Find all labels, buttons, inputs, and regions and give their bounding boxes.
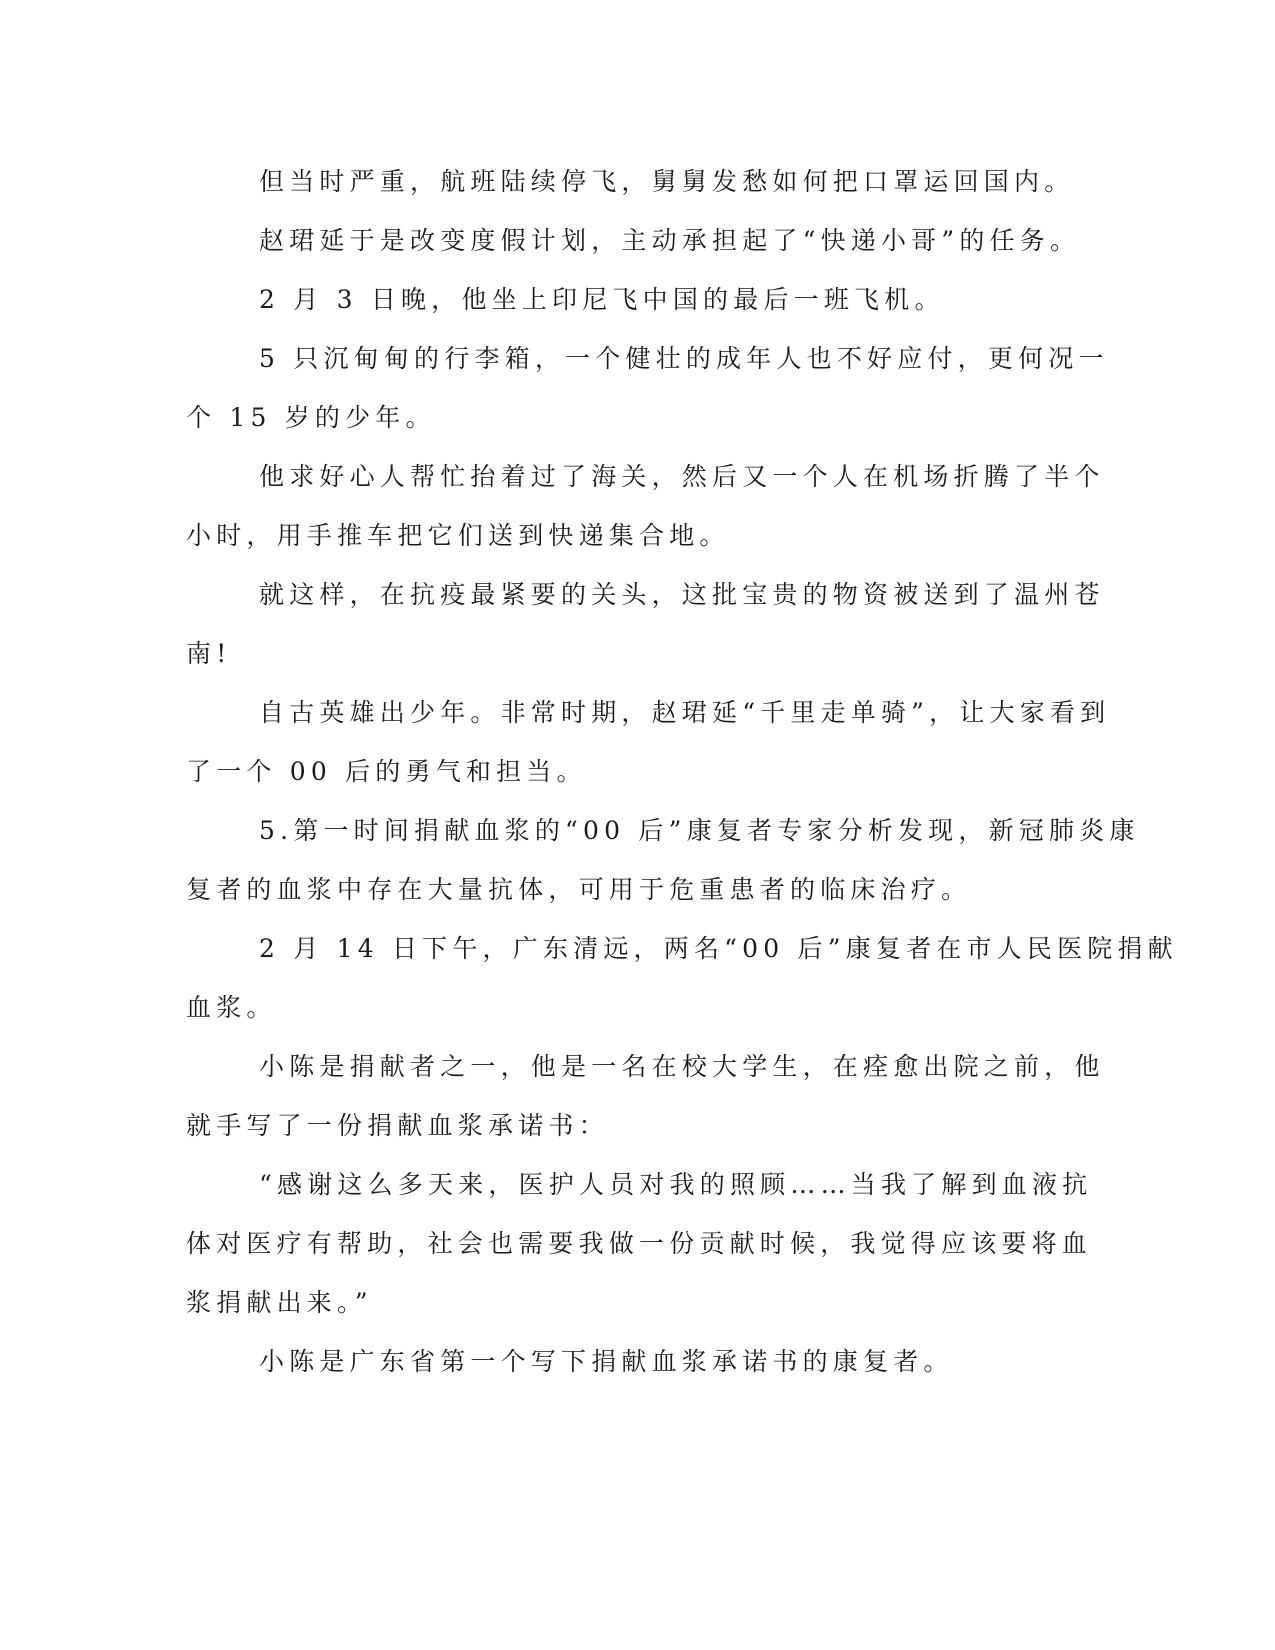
text-line: 了一个 00 后的勇气和担当。 bbox=[186, 757, 587, 786]
text-line: 就手写了一份捐献血浆承诺书： bbox=[186, 1111, 609, 1140]
text-line: 小时，用手推车把它们送到快递集合地。 bbox=[186, 521, 730, 550]
text-line: 自古英雄出少年。非常时期，赵珺延“千里走单骑”，让大家看到 bbox=[259, 698, 1111, 727]
text-line: 小陈是广东省第一个写下捐献血浆承诺书的康复者。 bbox=[259, 1347, 954, 1376]
text-line: “感谢这么多天来，医护人员对我的照顾……当我了解到血液抗 bbox=[259, 1170, 1093, 1199]
text-line: 小陈是捐献者之一，他是一名在校大学生，在痊愈出院之前，他 bbox=[259, 1052, 1105, 1081]
text-line: 体对医疗有帮助，社会也需要我做一份贡献时候，我觉得应该要将血 bbox=[186, 1229, 1093, 1258]
text-line: 个 15 岁的少年。 bbox=[186, 403, 436, 432]
text-line: 浆捐献出来。” bbox=[186, 1288, 373, 1317]
text-line: 赵珺延于是改变度假计划，主动承担起了“快递小哥”的任务。 bbox=[259, 226, 1081, 255]
text-line: 2 月 14 日下午，广东清远，两名“00 后”康复者在市人民医院捐献 bbox=[259, 934, 1178, 963]
text-line: 血浆。 bbox=[186, 993, 277, 1022]
text-line: 南! bbox=[186, 639, 232, 668]
text-line: 复者的血浆中存在大量抗体，可用于危重患者的临床治疗。 bbox=[186, 875, 972, 904]
text-line: 2 月 3 日晚，他坐上印尼飞中国的最后一班飞机。 bbox=[259, 285, 945, 314]
text-line: 他求好心人帮忙抬着过了海关，然后又一个人在机场折腾了半个 bbox=[259, 462, 1105, 491]
text-line: 5.第一时间捐献血浆的“00 后”康复者专家分析发现，新冠肺炎康 bbox=[259, 816, 1140, 845]
text-line: 就这样，在抗疫最紧要的关头，这批宝贵的物资被送到了温州苍 bbox=[259, 580, 1105, 609]
text-line: 但当时严重，航班陆续停飞，舅舅发愁如何把口罩运回国内。 bbox=[259, 167, 1075, 196]
text-line: 5 只沉甸甸的行李箱，一个健壮的成年人也不好应付，更何况一 bbox=[259, 344, 1109, 373]
